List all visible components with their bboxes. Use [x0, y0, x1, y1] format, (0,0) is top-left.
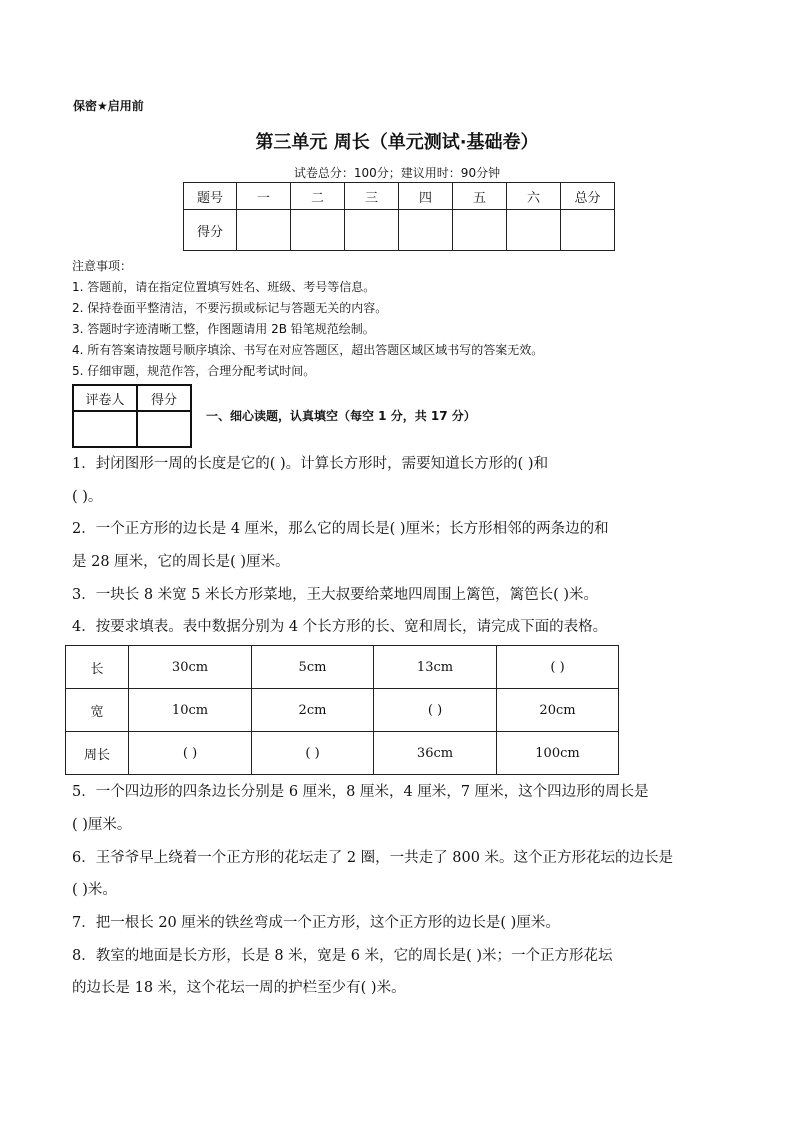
score-cell[interactable]	[237, 210, 291, 251]
score-table	[183, 182, 615, 251]
table-row	[66, 646, 619, 689]
score-cell[interactable]	[453, 210, 507, 251]
score-cell[interactable]	[345, 210, 399, 251]
section-title: 一、细心读题，认真填空（每空 1 分，共 17 分）	[206, 409, 476, 423]
score-col: 六	[507, 183, 561, 210]
score-cell[interactable]	[507, 210, 561, 251]
confidential-label: 保密★启用前	[73, 99, 144, 113]
score-col: 二	[291, 183, 345, 210]
score-col: 总分	[561, 183, 615, 210]
table-cell-blank[interactable]: ( )	[374, 689, 497, 732]
table-cell-blank[interactable]: ( )	[497, 646, 619, 689]
score-col: 一	[237, 183, 291, 210]
question-6-line-1: 6．王爷爷早上绕着一个正方形的花坛走了 2 圈，一共走了 800 米。这个正方形花坛的边长是	[72, 850, 674, 866]
row-label: 周长	[66, 732, 129, 775]
table-row	[66, 689, 619, 732]
grader-score-label: 得分	[137, 385, 191, 411]
notes	[72, 256, 543, 382]
reviewer-cell[interactable]	[73, 411, 137, 447]
table-cell: 20cm	[497, 689, 619, 732]
note-item: 4. 所有答案请按题号顺序填涂、书写在对应答题区，超出答题区域区域书写的答案无效。	[72, 343, 544, 357]
question-3: 3．一块长 8 米宽 5 米长方形菜地，王大叔要给菜地四周围上篱笆，篱笆长( )米。	[72, 587, 599, 603]
row-label: 长	[66, 646, 129, 689]
question-2-line-1: 2．一个正方形的边长是 4 厘米，那么它的周长是( )厘米；长方形相邻的两条边的和	[72, 521, 609, 537]
table-cell: 30cm	[129, 646, 252, 689]
question-1-line-1: 1．封闭图形一周的长度是它的( )。计算长方形时，需要知道长方形的( )和	[72, 456, 549, 472]
question-4: 4．按要求填表。表中数据分别为 4 个长方形的长、宽和周长，请完成下面的表格。	[72, 619, 608, 635]
reviewer-label: 评卷人	[73, 385, 137, 411]
rectangle-data-table	[65, 645, 619, 775]
table-cell: 5cm	[252, 646, 374, 689]
table-cell-blank[interactable]: ( )	[252, 732, 374, 775]
score-col: 四	[399, 183, 453, 210]
page-title: 第三单元 周长（单元测试·基础卷）	[255, 132, 539, 153]
table-cell: 10cm	[129, 689, 252, 732]
grader-score-cell[interactable]	[137, 411, 191, 447]
note-item: 2. 保持卷面平整清洁，不要污损或标记与答题无关的内容。	[72, 301, 388, 315]
question-6-line-2: ( )米。	[72, 882, 117, 898]
question-7: 7．把一根长 20 厘米的铁丝弯成一个正方形，这个正方形的边长是( )厘米。	[72, 915, 560, 931]
score-table-header-label: 题号	[184, 183, 237, 210]
question-5-line-2: ( )厘米。	[72, 817, 132, 833]
note-item: 5. 仔细审题，规范作答，合理分配考试时间。	[72, 364, 316, 378]
exam-info: 试卷总分：100分；建议用时：90分钟	[293, 166, 501, 180]
score-col: 五	[453, 183, 507, 210]
note-item: 1. 答题前，请在指定位置填写姓名、班级、考号等信息。	[72, 280, 376, 294]
score-cell[interactable]	[561, 210, 615, 251]
question-8-line-1: 8．教室的地面是长方形，长是 8 米，宽是 6 米，它的周长是( )米；一个正方形花坛	[72, 948, 613, 964]
table-cell: 13cm	[374, 646, 497, 689]
score-cell[interactable]	[291, 210, 345, 251]
grader-table	[72, 384, 192, 448]
table-cell: 100cm	[497, 732, 619, 775]
table-cell: 36cm	[374, 732, 497, 775]
score-table-row-label: 得分	[184, 210, 237, 251]
question-5-line-1: 5．一个四边形的四条边长分别是 6 厘米，8 厘米，4 厘米，7 厘米，这个四边形的周长是	[72, 784, 649, 800]
row-label: 宽	[66, 689, 129, 732]
table-cell-blank[interactable]: ( )	[129, 732, 252, 775]
score-cell[interactable]	[399, 210, 453, 251]
notes-heading: 注意事项：	[72, 259, 133, 273]
question-8-line-2: 的边长是 18 米，这个花坛一周的护栏至少有( )米。	[72, 980, 406, 996]
question-1-line-2: ( )。	[72, 489, 103, 505]
table-cell: 2cm	[252, 689, 374, 732]
score-col: 三	[345, 183, 399, 210]
table-row	[66, 732, 619, 775]
note-item: 3. 答题时字迹清晰工整，作图题请用 2B 铅笔规范绘制。	[72, 322, 375, 336]
question-2-line-2: 是 28 厘米，它的周长是( )厘米。	[72, 554, 290, 570]
